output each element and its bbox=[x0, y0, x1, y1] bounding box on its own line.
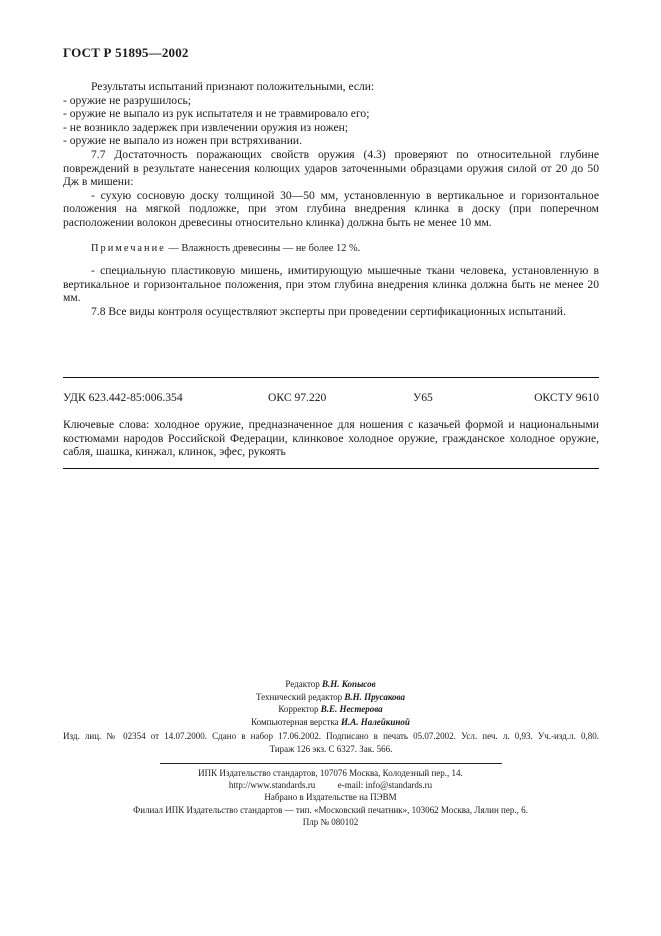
results-item: - оружие не выпало из ножен при встряхивании. bbox=[63, 134, 303, 148]
group-code: У65 bbox=[413, 391, 433, 404]
clause-7-7: 7.7 Достаточность поражающих свойств оружия (4.3) проверяют по относительной глубине повреждений в результате нанесения колющих ударов заточенными образцами оружия силой от 20 до 50 Дж в мишени: bbox=[63, 147, 599, 189]
clause-7-7-target-item: - специальную пластиковую мишень, имитирующую мышечные ткани человека, установленную в вертикальное и горизонтальное положения, при этом глубина внедрения клинка должна быть не менее 20 мм. bbox=[63, 264, 599, 305]
credit-role: Компьютерная верстка bbox=[251, 716, 341, 727]
credit-tech-editor bbox=[0, 691, 661, 704]
classification-row bbox=[63, 391, 599, 405]
results-item: - оружие не выпало из рук испытателя и не травмировало его; bbox=[63, 107, 370, 121]
publisher-contacts: http://www.standards.ru e-mail: info@standards.ru bbox=[228, 780, 433, 791]
publisher-line: Плр № 080102 bbox=[302, 816, 359, 827]
keywords: Ключевые слова: холодное оружие, предназначенное для ношения с казачьей формой и национальными костюмами народов Российской Федерации, клинковое холодное оружие, гражданское холодное оружие, сабля, шашка, кинжал, клинок, эфес, рукоять bbox=[63, 418, 599, 459]
results-item: - оружие не разрушилось; bbox=[63, 93, 191, 107]
clause-7-7-board-item: - сухую сосновую доску толщиной 30—50 мм, установленную в вертикальное и горизонтальное положения на мягкой подложке, при этом глубина внедрения клинка в доску (при поперечном расположении волокон древесины относительно клинка) должна быть не менее 10 мм. bbox=[63, 188, 599, 229]
credit-editor bbox=[0, 678, 661, 691]
results-section bbox=[63, 80, 599, 319]
page-header-standard-code: ГОСТ Р 51895—2002 bbox=[63, 45, 189, 60]
results-item: - не возникло задержек при извлечении оружия из ножен; bbox=[63, 120, 349, 134]
okstu-code: ОКСТУ 9610 bbox=[534, 391, 599, 404]
results-intro: Результаты испытаний признают положительными, если: bbox=[91, 80, 375, 93]
note-moisture bbox=[63, 242, 599, 256]
publisher-line: Филиал ИПК Издательство стандартов — тип. «Московский печатник», 103062 Москва, Лялин пер., 6. bbox=[133, 804, 528, 815]
credit-role: Технический редактор bbox=[255, 691, 345, 702]
note-label: Примечание bbox=[91, 242, 166, 254]
publisher-rule bbox=[160, 763, 502, 764]
credit-name: В.Е. Нестерова bbox=[320, 704, 383, 715]
publisher-line: Набрано в Издательстве на ПЭВМ bbox=[264, 792, 397, 803]
classification-top-rule bbox=[63, 377, 599, 378]
oks-code: ОКС 97.220 bbox=[268, 391, 327, 404]
publisher-block bbox=[0, 767, 661, 828]
credit-name: В.Н. Прусакова bbox=[344, 691, 405, 702]
credit-role: Редактор bbox=[285, 679, 323, 689]
credit-layout bbox=[0, 716, 661, 729]
note-text: — Влажность древесины — не более 12 %. bbox=[165, 242, 361, 254]
credits-block bbox=[0, 678, 661, 728]
credit-name: И.А. Налейкиной bbox=[340, 716, 410, 727]
publication-info bbox=[63, 730, 599, 756]
credit-name: В.Н. Копысов bbox=[322, 679, 376, 689]
publication-line: Тираж 126 экз. С 6327. Зак. 566. bbox=[269, 744, 393, 754]
clause-7-8: 7.8 Все виды контроля осуществляют эксперты при проведении сертификационных испытаний. bbox=[91, 304, 566, 318]
publisher-line: ИПК Издательство стандартов, 107076 Москва, Колодезный пер., 14. bbox=[198, 768, 463, 778]
keywords-bottom-rule bbox=[63, 468, 599, 469]
udk-code: УДК 623.442-85:006.354 bbox=[63, 391, 183, 404]
publication-line: Изд. лиц. № 02354 от 14.07.2000. Сдано в набор 17.06.2002. Подписано в печать 05.07.2002. Усл. печ. л. 0,93. Уч.-изд.л. 0,80. bbox=[63, 731, 599, 741]
credit-corrector bbox=[0, 703, 661, 716]
credit-role: Корректор bbox=[278, 704, 321, 715]
